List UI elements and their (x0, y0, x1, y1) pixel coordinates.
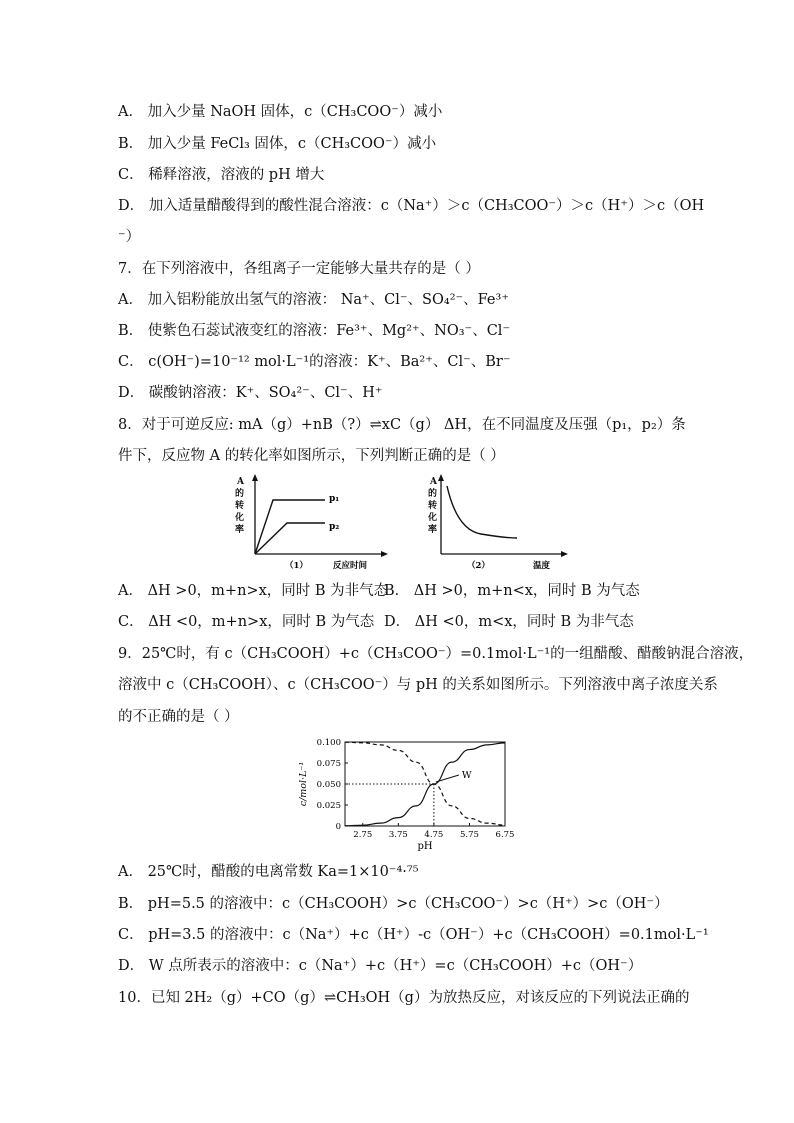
svg-text:化: 化 (235, 513, 245, 523)
fig1-curve-p2 (255, 523, 325, 554)
svg-text:率: 率 (428, 525, 438, 535)
q8-option-b: B． ΔH >0，m+n<x，同时 B 为气态 (384, 583, 640, 599)
y-tick-label: 0.075 (316, 759, 341, 769)
x-axis-label: pH (417, 841, 433, 852)
series-ch3coo-minus (345, 743, 505, 826)
q6-option-c: C． 稀释溶液，溶液的 pH 增大 (118, 167, 325, 183)
x-tick-label: 4.75 (424, 830, 444, 840)
q9-option-a: A． 25℃时，醋酸的电离常数 Ka=1×10⁻⁴·⁷⁵ (118, 864, 419, 880)
q10-stem: 10．已知 2H₂（g）+CO（g）⇌CH₃OH（g）为放热反应，对该反应的下列说法正确的 (118, 990, 690, 1006)
fig1-label-p2: p₂ (329, 522, 340, 532)
svg-text:率: 率 (235, 525, 245, 535)
q7-option-d: D． 碳酸钠溶液：K⁺、SO₄²⁻、Cl⁻、H⁺ (118, 385, 383, 401)
q9-stem-1: 9．25℃时，有 c（CH₃COOH）+c（CH₃COO⁻）=0.1mol·L⁻¹的一组醋酸、醋酸钠混合溶液， (118, 646, 754, 662)
svg-text:A: A (430, 477, 437, 487)
fig1-xlabel: 反应时间 (333, 561, 368, 571)
fig1-caption: （1） (285, 561, 308, 571)
w-label: W (461, 770, 472, 781)
y-tick-label: 0.100 (316, 738, 341, 748)
x-tick-label: 5.75 (459, 830, 479, 840)
y-axis-label: c/mol·L⁻¹ (298, 761, 309, 807)
fig1-curve-p1 (255, 500, 325, 554)
y-tick-label: 0 (335, 822, 341, 832)
fig2-curve (447, 486, 517, 538)
q6-option-d-cont: ⁻） (118, 229, 141, 245)
svg-text:转: 转 (235, 501, 245, 511)
q8-stem-2: 件下，反应物 A 的转化率如图所示，下列判断正确的是（ ） (118, 448, 505, 464)
q7-stem: 7．在下列溶液中，各组离子一定能够大量共存的是（ ） (118, 261, 480, 277)
q7-option-a: A． 加入铝粉能放出氢气的溶液： Na⁺、Cl⁻、SO₄²⁻、Fe³⁺ (118, 292, 509, 308)
svg-text:转: 转 (428, 501, 438, 511)
q9-option-c: C． pH=3.5 的溶液中：c（Na⁺）+c（H⁺）-c（OH⁻）+c（CH₃COOH）=0.1mol·L⁻¹ (118, 927, 709, 943)
q9-chart (290, 734, 520, 854)
q9-option-b: B． pH=5.5 的溶液中：c（CH₃COOH）>c（CH₃COO⁻）>c（H⁺）>c（OH⁻） (118, 896, 669, 912)
q6-option-b: B． 加入少量 FeCl₃ 固体，c（CH₃COO⁻）减小 (118, 136, 437, 152)
q8-option-a: A． ΔH >0，m+n>x，同时 B 为非气态 (118, 583, 389, 599)
q8-option-d: D． ΔH <0，m<x，同时 B 为非气态 (384, 614, 634, 630)
svg-text:A: A (237, 477, 244, 487)
fig1-label-p1: p₁ (329, 494, 340, 504)
fig2-ylabel (427, 477, 438, 535)
q8-stem-1: 8．对于可逆反应: mA（g）+nB（?）⇌xC（g） ΔH，在不同温度及压强（p₁，p₂）条 (118, 417, 686, 433)
y-tick-label: 0.050 (316, 780, 341, 790)
q6-option-a: A． 加入少量 NaOH 固体，c（CH₃COO⁻）减小 (118, 104, 443, 120)
q8-figures (225, 472, 575, 572)
fig2-xlabel: 温度 (533, 561, 551, 571)
fig1-ylabel (234, 477, 245, 535)
x-tick-label: 2.75 (353, 830, 373, 840)
w-pointer (436, 775, 459, 782)
fig2-caption: （2） (467, 561, 490, 571)
svg-text:的: 的 (235, 489, 245, 499)
x-tick-label: 6.75 (495, 830, 515, 840)
svg-text:的: 的 (428, 489, 438, 499)
svg-text:化: 化 (428, 513, 438, 523)
q7-option-c: C． c(OH⁻)=10⁻¹² mol·L⁻¹的溶液：K⁺、Ba²⁺、Cl⁻、Br⁻ (118, 354, 511, 370)
series-ch3cooh (345, 742, 505, 825)
q8-option-c: C． ΔH <0，m+n>x，同时 B 为气态 (118, 614, 375, 630)
chart-frame (345, 742, 505, 826)
q9-option-d: D． W 点所表示的溶液中：c（Na⁺）+c（H⁺）=c（CH₃COOH）+c（OH⁻） (118, 958, 643, 974)
q6-option-d: D． 加入适量醋酸得到的酸性混合溶液：c（Na⁺）＞c（CH₃COO⁻）＞c（H⁺）＞c（OH (118, 198, 705, 214)
q9-stem-2: 溶液中 c（CH₃COOH）、c（CH₃COO⁻）与 pH 的关系如图所示。下列溶液中离子浓度关系 (118, 677, 718, 693)
q7-option-b: B． 使紫色石蕊试液变红的溶液：Fe³⁺、Mg²⁺、NO₃⁻、Cl⁻ (118, 323, 511, 339)
x-tick-label: 3.75 (388, 830, 408, 840)
y-tick-label: 0.025 (316, 801, 341, 811)
q9-stem-3: 的不正确的是（ ） (118, 709, 239, 725)
